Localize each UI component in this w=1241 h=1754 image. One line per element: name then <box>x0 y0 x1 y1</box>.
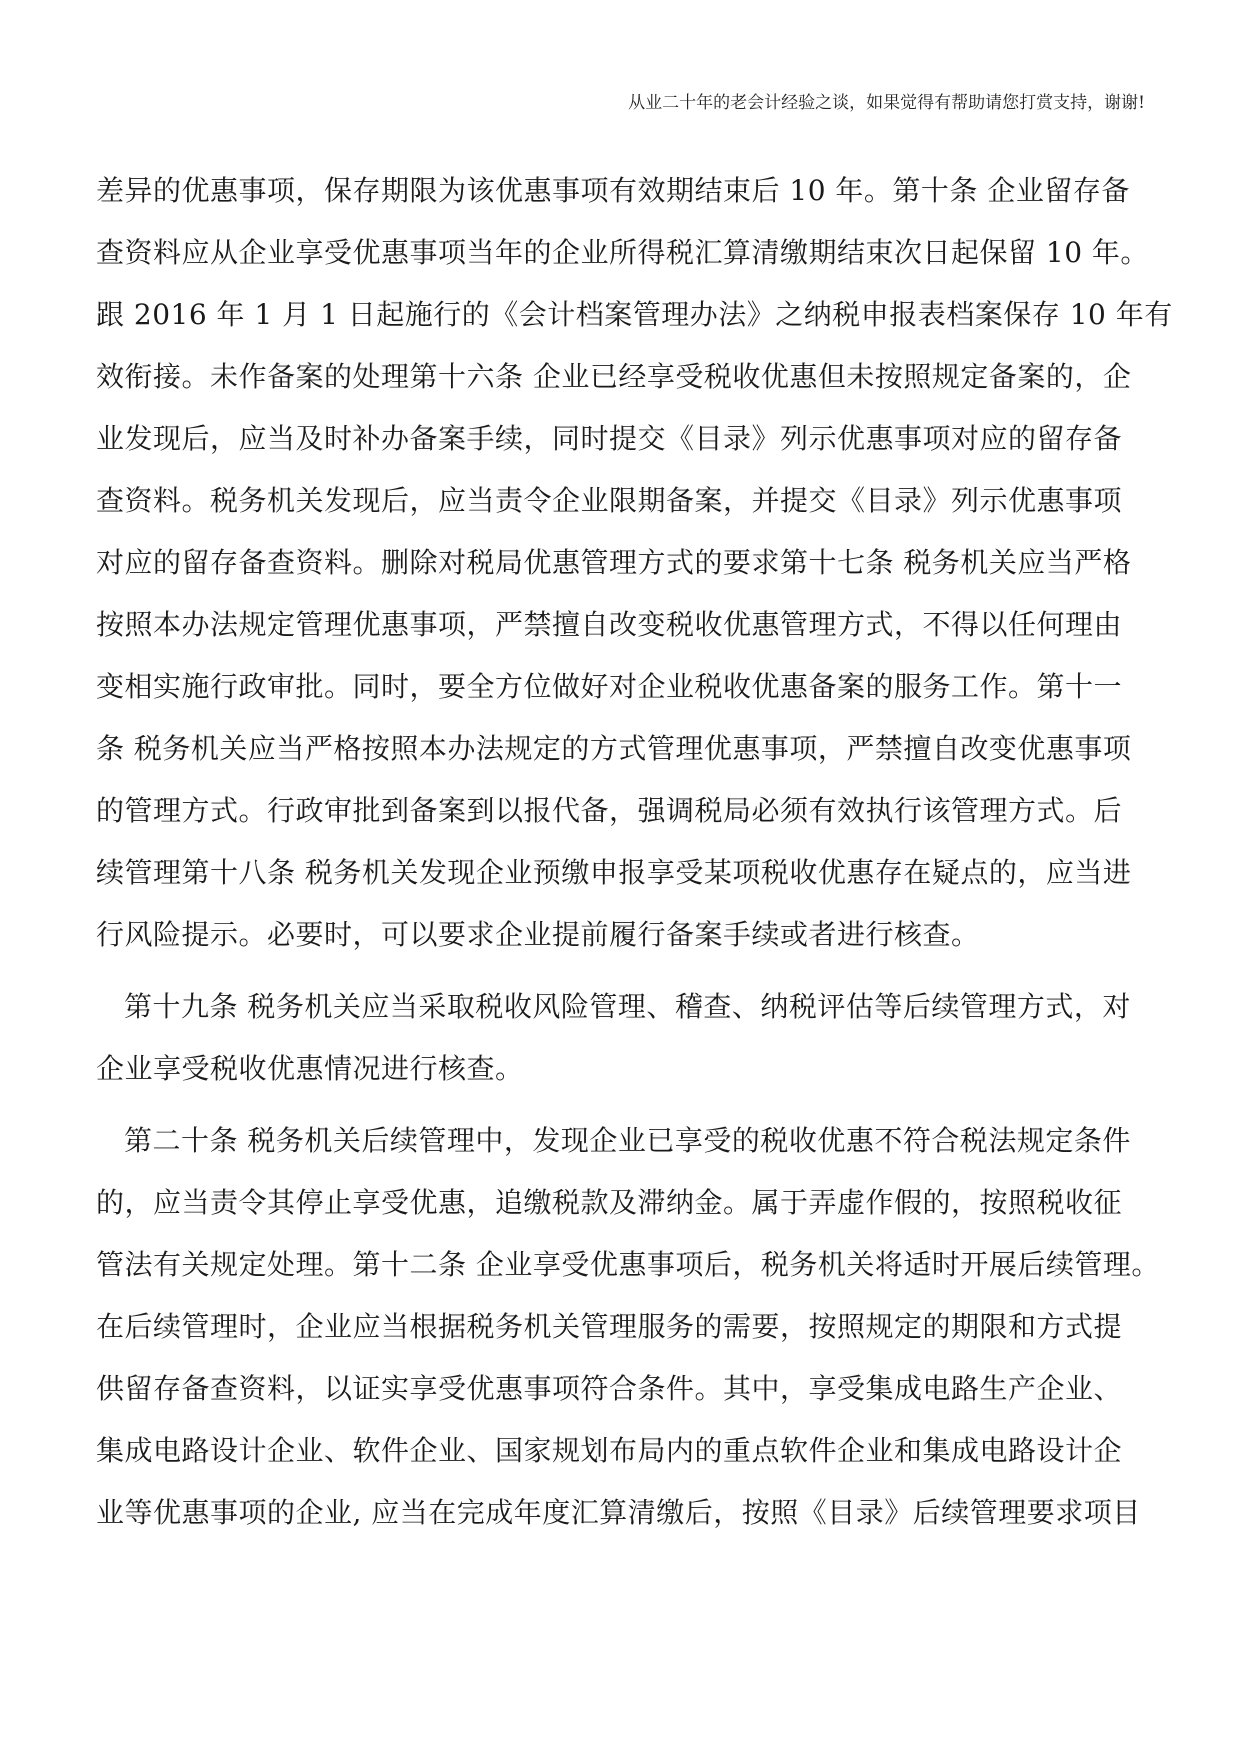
text-line: 企业享受税收优惠情况进行核查。 <box>96 1052 524 1085</box>
paragraph-3 <box>96 1110 1160 1544</box>
text-line: 集成电路设计企业、软件企业、国家规划布局内的重点软件企业和集成电路设计企 <box>96 1434 1123 1467</box>
paragraph-2 <box>96 976 1146 1100</box>
text-line: 在后续管理时，企业应当根据税务机关管理服务的需要，按照规定的期限和方式提 <box>96 1310 1123 1343</box>
text-line: 效衔接。未作备案的处理第十六条 企业已经享受税收优惠但未按照规定备案的，企 <box>96 360 1132 393</box>
text-line: 业发现后，应当及时补办备案手续，同时提交《目录》列示优惠事项对应的留存备 <box>96 422 1123 455</box>
text-line: 行风险提示。必要时，可以要求企业提前履行备案手续或者进行核查。 <box>96 918 980 951</box>
text-line: 跟 2016 年 1 月 1 日起施行的《会计档案管理办法》之纳税申报表档案保存 10 年有 <box>96 298 1173 331</box>
text-line: 供留存备查资料，以证实享受优惠事项符合条件。其中，享受集成电路生产企业、 <box>96 1372 1123 1405</box>
text-line: 业等优惠事项的企业, 应当在完成年度汇算清缴后，按照《目录》后续管理要求项目 <box>96 1496 1141 1529</box>
text-line: 对应的留存备查资料。删除对税局优惠管理方式的要求第十七条 税务机关应当严格 <box>96 546 1132 579</box>
text-line: 变相实施行政审批。同时，要全方位做好对企业税收优惠备案的服务工作。第十一 <box>96 670 1123 703</box>
text-line: 查资料应从企业享受优惠事项当年的企业所得税汇算清缴期结束次日起保留 10 年。 <box>96 236 1149 269</box>
text-line: 按照本办法规定管理优惠事项，严禁擅自改变税收优惠管理方式，不得以任何理由 <box>96 608 1123 641</box>
text-line: 条 税务机关应当严格按照本办法规定的方式管理优惠事项，严禁擅自改变优惠事项 <box>96 732 1132 765</box>
paragraph-1 <box>96 160 1173 966</box>
text-line: 续管理第十八条 税务机关发现企业预缴申报享受某项税收优惠存在疑点的，应当进 <box>96 856 1132 889</box>
text-line: 管法有关规定处理。第十二条 企业享受优惠事项后，税务机关将适时开展后续管理。 <box>96 1248 1160 1281</box>
text-line: 的管理方式。行政审批到备案到以报代备，强调税局必须有效执行该管理方式。后 <box>96 794 1123 827</box>
text-line: 第二十条 税务机关后续管理中，发现企业已享受的税收优惠不符合税法规定条件 <box>124 1124 1131 1157</box>
text-line: 差异的优惠事项，保存期限为该优惠事项有效期结束后 10 年。第十条 企业留存备 <box>96 174 1130 207</box>
text-line: 的，应当责令其停止享受优惠，追缴税款及滞纳金。属于弄虚作假的，按照税收征 <box>96 1186 1123 1219</box>
document-body <box>96 160 1173 1544</box>
page-header-note: 从业二十年的老会计经验之谈，如果觉得有帮助请您打赏支持，谢谢! <box>628 93 1145 113</box>
text-line: 第十九条 税务机关应当采取税收风险管理、稽查、纳税评估等后续管理方式，对 <box>124 990 1131 1023</box>
text-line: 查资料。税务机关发现后，应当责令企业限期备案，并提交《目录》列示优惠事项 <box>96 484 1123 517</box>
